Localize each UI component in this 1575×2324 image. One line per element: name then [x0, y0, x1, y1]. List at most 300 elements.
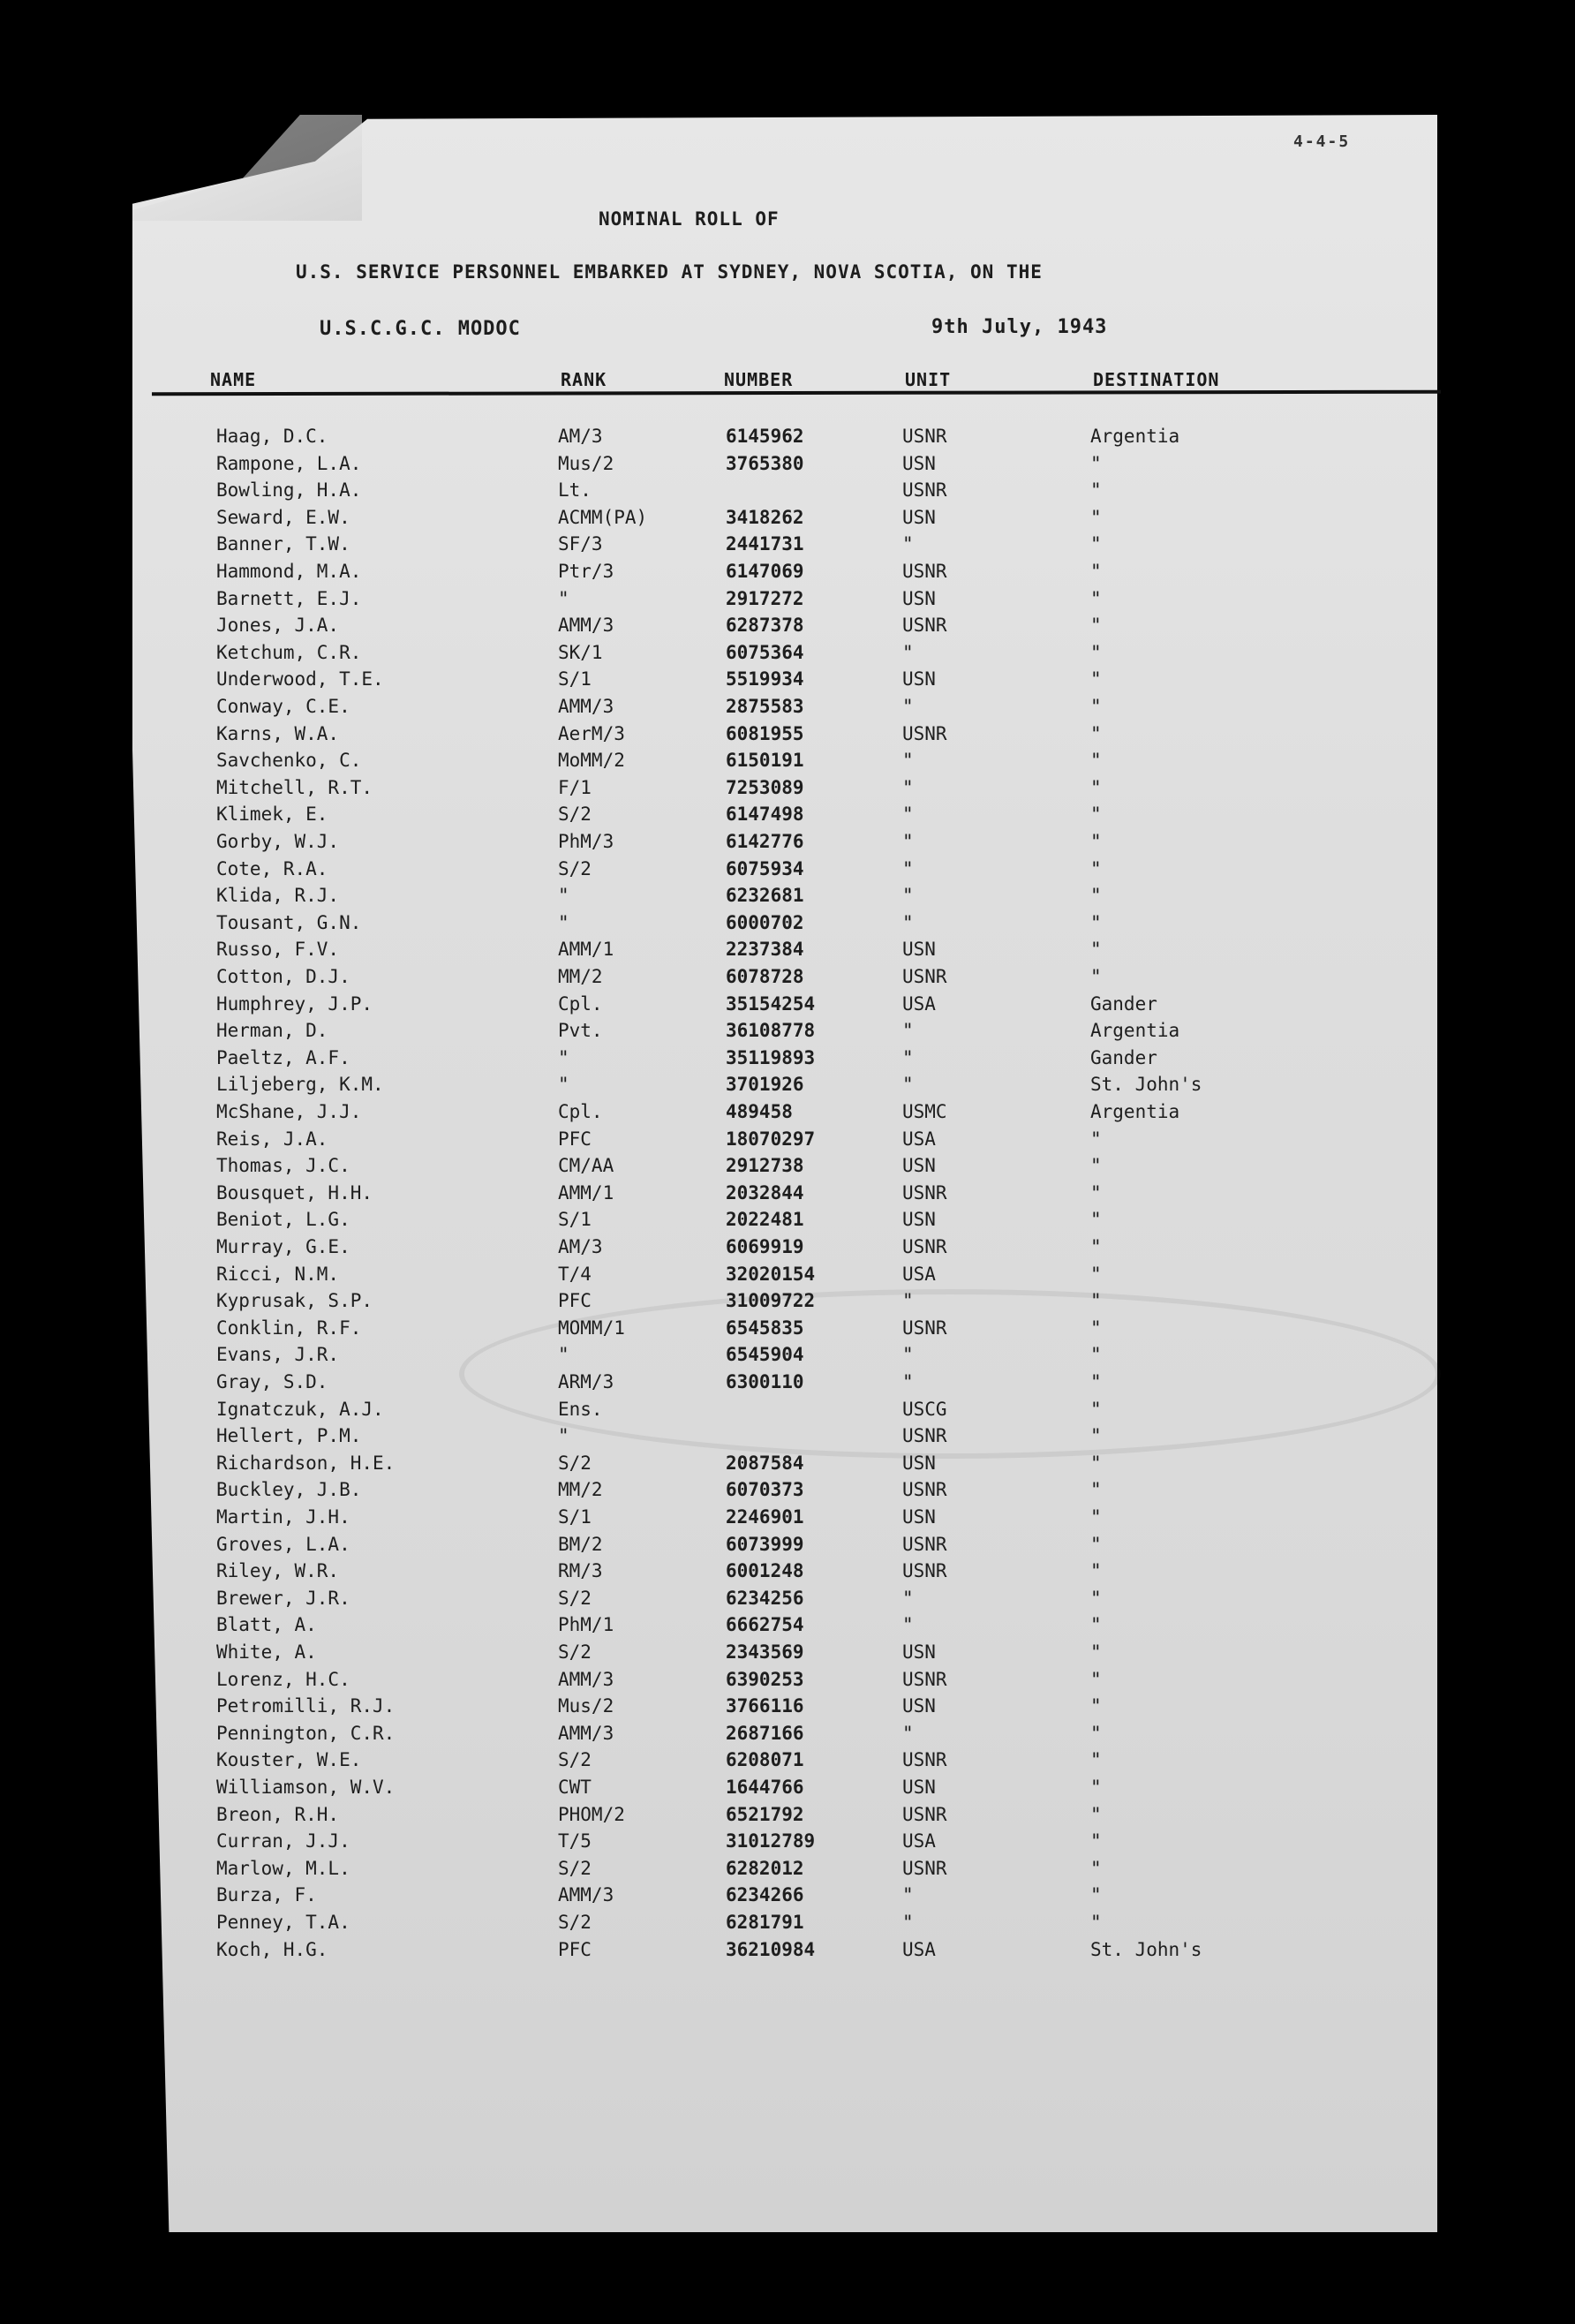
cell-name: Murray, G.E.	[216, 1236, 350, 1257]
cell-name: Breon, R.H.	[216, 1803, 340, 1825]
cell-name: Russo, F.V.	[216, 939, 340, 961]
cell-rank: ARM/3	[558, 1371, 614, 1392]
cell-rank: CWT	[558, 1777, 592, 1798]
cell-destination: "	[1090, 1641, 1102, 1663]
cell-name: Seward, E.W.	[216, 506, 350, 528]
cell-unit: USNR	[902, 1749, 947, 1771]
cell-rank: S/2	[558, 804, 592, 826]
cell-unit: USNR	[902, 426, 947, 447]
cell-rank: PFC	[558, 1938, 592, 1960]
cell-rank: "	[558, 1344, 569, 1366]
cell-unit: USNR	[902, 1317, 947, 1339]
cell-unit: "	[902, 1046, 914, 1068]
table-row	[0, 1047, 1575, 1074]
cell-name: Humphrey, J.P.	[216, 992, 373, 1015]
table-row	[0, 1452, 1575, 1479]
cell-name: Banner, T.W.	[216, 533, 350, 555]
column-header-destination: DESTINATION	[1093, 369, 1220, 390]
cell-destination: St. John's	[1090, 1074, 1202, 1096]
document-subtitle: U.S. SERVICE PERSONNEL EMBARKED AT SYDNEY, NOVA SCOTIA, ON THE	[296, 261, 1043, 283]
table-row	[0, 885, 1575, 911]
cell-name: Thomas, J.C.	[216, 1155, 350, 1177]
cell-number: 2917272	[726, 587, 804, 609]
cell-rank: CM/AA	[558, 1155, 614, 1177]
cell-number: 6281791	[726, 1912, 804, 1933]
cell-destination: "	[1090, 1695, 1102, 1717]
cell-number: 6081955	[726, 722, 804, 744]
cell-name: Paeltz, A.F.	[216, 1046, 350, 1068]
table-row	[0, 1830, 1575, 1857]
cell-rank: Lt.	[558, 479, 592, 502]
table-row	[0, 588, 1575, 615]
cell-destination: "	[1090, 668, 1102, 690]
cell-number: 3701926	[726, 1074, 804, 1096]
cell-name: Pennington, C.R.	[216, 1722, 396, 1744]
cell-unit: USCG	[902, 1398, 947, 1420]
table-row	[0, 1560, 1575, 1587]
cell-rank: T/4	[558, 1263, 592, 1285]
cell-name: Conway, C.E.	[216, 696, 350, 717]
table-row	[0, 1858, 1575, 1884]
cell-name: Cotton, D.J.	[216, 966, 350, 987]
cell-name: Richardson, H.E.	[216, 1452, 396, 1474]
cell-destination: "	[1090, 1317, 1102, 1339]
cell-rank: MoMM/2	[558, 750, 625, 772]
cell-number: 6147498	[726, 804, 804, 826]
cell-name: Penney, T.A.	[216, 1912, 350, 1933]
cell-number: 35154254	[726, 992, 816, 1015]
cell-unit: USA	[902, 1938, 936, 1960]
cell-destination: "	[1090, 1425, 1102, 1447]
cell-number: 6300110	[726, 1371, 804, 1392]
cell-rank: T/5	[558, 1830, 592, 1852]
cell-rank: AMM/3	[558, 1884, 614, 1906]
cell-unit: USN	[902, 1506, 936, 1528]
cell-rank: S/1	[558, 668, 592, 690]
cell-number: 7253089	[726, 776, 804, 798]
table-row	[0, 1884, 1575, 1911]
cell-destination: "	[1090, 1479, 1102, 1501]
cell-rank: SF/3	[558, 533, 603, 555]
cell-unit: USNR	[902, 1803, 947, 1825]
table-row	[0, 1777, 1575, 1803]
cell-unit: USN	[902, 1695, 936, 1717]
cell-name: Beniot, L.G.	[216, 1209, 350, 1231]
cell-rank: Cpl.	[558, 1101, 603, 1122]
cell-name: Petromilli, R.J.	[216, 1695, 396, 1717]
cell-number: 6390253	[726, 1668, 804, 1690]
table-row	[0, 1182, 1575, 1209]
cell-name: Jones, J.A.	[216, 615, 340, 637]
cell-unit: "	[902, 911, 914, 933]
cell-destination: Argentia	[1090, 1101, 1180, 1122]
table-row	[0, 642, 1575, 668]
cell-rank: AMM/3	[558, 696, 614, 717]
cell-destination: "	[1090, 1587, 1102, 1609]
cell-name: Bousquet, H.H.	[216, 1181, 373, 1204]
cell-number: 18070297	[726, 1128, 816, 1150]
cell-name: Conklin, R.F.	[216, 1317, 362, 1339]
cell-destination: "	[1090, 533, 1102, 555]
cell-number: 2343569	[726, 1641, 804, 1663]
table-row	[0, 668, 1575, 695]
cell-destination: "	[1090, 1371, 1102, 1392]
table-row	[0, 912, 1575, 939]
table-row	[0, 939, 1575, 965]
cell-rank: AMM/1	[558, 939, 614, 961]
cell-destination: "	[1090, 1722, 1102, 1744]
cell-rank: S/2	[558, 1857, 592, 1879]
table-row	[0, 1695, 1575, 1722]
cell-rank: AMM/1	[558, 1181, 614, 1204]
cell-unit: "	[902, 1290, 914, 1312]
table-row	[0, 1264, 1575, 1290]
cell-destination: "	[1090, 1236, 1102, 1257]
table-row	[0, 1209, 1575, 1235]
cell-unit: "	[902, 1344, 914, 1366]
column-header-unit: UNIT	[905, 369, 952, 390]
table-row	[0, 858, 1575, 885]
cell-rank: MM/2	[558, 966, 603, 987]
table-row	[0, 1939, 1575, 1966]
cell-number: 6150191	[726, 750, 804, 772]
cell-name: Barnett, E.J.	[216, 587, 362, 609]
cell-unit: USNR	[902, 1560, 947, 1582]
table-row	[0, 804, 1575, 830]
cell-number: 1644766	[726, 1777, 804, 1798]
document-title: NOMINAL ROLL OF	[599, 208, 780, 230]
table-row	[0, 1020, 1575, 1046]
column-header-rank: RANK	[561, 369, 607, 390]
table-row	[0, 1344, 1575, 1370]
cell-rank: SK/1	[558, 641, 603, 663]
cell-destination: "	[1090, 857, 1102, 879]
cell-number: 3765380	[726, 452, 804, 474]
cell-rank: AMM/3	[558, 615, 614, 637]
cell-rank: "	[558, 1046, 569, 1068]
table-row	[0, 1641, 1575, 1668]
cell-number: 31009722	[726, 1290, 816, 1312]
cell-rank: S/2	[558, 857, 592, 879]
cell-number: 3766116	[726, 1695, 804, 1717]
cell-rank: Cpl.	[558, 992, 603, 1015]
cell-name: Klimek, E.	[216, 804, 328, 826]
cell-unit: USNR	[902, 479, 947, 502]
cell-destination: "	[1090, 1344, 1102, 1366]
cell-unit: "	[902, 1074, 914, 1096]
cell-destination: Gander	[1090, 992, 1157, 1015]
document-date: 9th July, 1943	[931, 316, 1108, 338]
table-row	[0, 1425, 1575, 1452]
cell-name: Marlow, M.L.	[216, 1857, 350, 1879]
table-row	[0, 1236, 1575, 1263]
cell-unit: USN	[902, 939, 936, 961]
cell-number: 6232681	[726, 885, 804, 907]
cell-unit: "	[902, 804, 914, 826]
cell-destination: "	[1090, 939, 1102, 961]
cell-rank: Ptr/3	[558, 561, 614, 582]
cell-unit: USN	[902, 1452, 936, 1474]
corner-mark: 4-4-5	[1293, 132, 1351, 151]
cell-rank: PFC	[558, 1128, 592, 1150]
cell-number: 6208071	[726, 1749, 804, 1771]
cell-destination: "	[1090, 1290, 1102, 1312]
cell-number: 2246901	[726, 1506, 804, 1528]
cell-number: 32020154	[726, 1263, 816, 1285]
cell-destination: "	[1090, 1884, 1102, 1906]
cell-unit: USN	[902, 1209, 936, 1231]
cell-unit: USNR	[902, 561, 947, 582]
cell-name: Blatt, A.	[216, 1614, 317, 1636]
cell-name: Klida, R.J.	[216, 885, 340, 907]
cell-rank: PHOM/2	[558, 1803, 625, 1825]
cell-unit: USA	[902, 992, 936, 1015]
cell-destination: "	[1090, 750, 1102, 772]
cell-rank: Mus/2	[558, 1695, 614, 1717]
table-row	[0, 1317, 1575, 1344]
table-row	[0, 1534, 1575, 1560]
cell-name: Williamson, W.V.	[216, 1777, 396, 1798]
cell-rank: RM/3	[558, 1560, 603, 1582]
table-row	[0, 479, 1575, 506]
cell-destination: Gander	[1090, 1046, 1157, 1068]
table-row	[0, 723, 1575, 750]
cell-unit: USNR	[902, 722, 947, 744]
table-row	[0, 831, 1575, 857]
cell-unit: USN	[902, 452, 936, 474]
table-row	[0, 966, 1575, 992]
cell-name: McShane, J.J.	[216, 1101, 362, 1122]
cell-unit: USN	[902, 1641, 936, 1663]
cell-name: Ricci, N.M.	[216, 1263, 340, 1285]
cell-unit: USA	[902, 1263, 936, 1285]
table-row	[0, 1074, 1575, 1100]
cell-unit: "	[902, 533, 914, 555]
cell-name: Liljeberg, K.M.	[216, 1074, 384, 1096]
cell-number: 6147069	[726, 561, 804, 582]
cell-number: 6234266	[726, 1884, 804, 1906]
cell-unit: "	[902, 696, 914, 717]
table-row	[0, 1723, 1575, 1749]
cell-destination: "	[1090, 1614, 1102, 1636]
cell-number: 6545835	[726, 1317, 804, 1339]
cell-destination: "	[1090, 1912, 1102, 1933]
cell-rank: S/2	[558, 1749, 592, 1771]
cell-destination: "	[1090, 1128, 1102, 1150]
cell-name: Savchenko, C.	[216, 750, 362, 772]
cell-number: 2032844	[726, 1181, 804, 1204]
cell-rank: AerM/3	[558, 722, 625, 744]
cell-unit: USNR	[902, 1479, 947, 1501]
cell-name: Gorby, W.J.	[216, 831, 340, 852]
cell-name: Reis, J.A.	[216, 1128, 328, 1150]
cell-destination: "	[1090, 479, 1102, 502]
cell-number: 6234256	[726, 1587, 804, 1609]
cell-destination: "	[1090, 587, 1102, 609]
cell-number: 6078728	[726, 966, 804, 987]
cell-destination: "	[1090, 1155, 1102, 1177]
cell-name: Burza, F.	[216, 1884, 317, 1906]
cell-number: 2022481	[726, 1209, 804, 1231]
cell-number: 35119893	[726, 1046, 816, 1068]
cell-unit: USN	[902, 668, 936, 690]
cell-rank: PFC	[558, 1290, 592, 1312]
cell-rank: "	[558, 911, 569, 933]
column-header-number: NUMBER	[724, 369, 794, 390]
cell-number: 6287378	[726, 615, 804, 637]
cell-unit: "	[902, 857, 914, 879]
table-row	[0, 1669, 1575, 1695]
cell-rank: S/2	[558, 1452, 592, 1474]
cell-name: Rampone, L.A.	[216, 452, 362, 474]
cell-unit: "	[902, 1020, 914, 1042]
table-row	[0, 1479, 1575, 1505]
cell-rank: S/2	[558, 1912, 592, 1933]
table-row	[0, 1749, 1575, 1776]
cell-unit: USNR	[902, 615, 947, 637]
cell-destination: St. John's	[1090, 1938, 1202, 1960]
cell-unit: USNR	[902, 1668, 947, 1690]
cell-rank: S/2	[558, 1641, 592, 1663]
cell-destination: "	[1090, 1560, 1102, 1582]
cell-unit: USNR	[902, 1236, 947, 1257]
cell-number: 6142776	[726, 831, 804, 852]
table-row	[0, 1155, 1575, 1181]
cell-name: Kouster, W.E.	[216, 1749, 362, 1771]
cell-name: Hammond, M.A.	[216, 561, 362, 582]
vessel-name: U.S.C.G.C. MODOC	[320, 318, 521, 340]
table-row	[0, 1128, 1575, 1155]
cell-name: Herman, D.	[216, 1020, 328, 1042]
cell-rank: AM/3	[558, 1236, 603, 1257]
cell-name: Mitchell, R.T.	[216, 776, 373, 798]
cell-unit: "	[902, 1912, 914, 1933]
cell-name: Riley, W.R.	[216, 1560, 340, 1582]
cell-destination: "	[1090, 1533, 1102, 1555]
cell-rank: Mus/2	[558, 452, 614, 474]
cell-unit: USNR	[902, 966, 947, 987]
cell-destination: "	[1090, 1777, 1102, 1798]
cell-unit: USA	[902, 1830, 936, 1852]
table-row	[0, 1371, 1575, 1398]
cell-number: 2237384	[726, 939, 804, 961]
cell-destination: "	[1090, 831, 1102, 852]
cell-number: 6073999	[726, 1533, 804, 1555]
table-row	[0, 1614, 1575, 1641]
table-row	[0, 426, 1575, 452]
cell-unit: USN	[902, 506, 936, 528]
cell-rank: "	[558, 1074, 569, 1096]
cell-name: Brewer, J.R.	[216, 1587, 350, 1609]
cell-number: 6075934	[726, 857, 804, 879]
cell-unit: USN	[902, 1155, 936, 1177]
cell-destination: "	[1090, 1749, 1102, 1771]
cell-number: 6521792	[726, 1803, 804, 1825]
cell-destination: "	[1090, 1398, 1102, 1420]
cell-number: 31012789	[726, 1830, 816, 1852]
cell-unit: "	[902, 1614, 914, 1636]
cell-rank: ACMM(PA)	[558, 506, 648, 528]
cell-destination: "	[1090, 1506, 1102, 1528]
cell-name: Ketchum, C.R.	[216, 641, 362, 663]
cell-number: 36108778	[726, 1020, 816, 1042]
cell-unit: USNR	[902, 1425, 947, 1447]
cell-name: Underwood, T.E.	[216, 668, 384, 690]
cell-destination: "	[1090, 885, 1102, 907]
cell-rank: MOMM/1	[558, 1317, 625, 1339]
cell-destination: "	[1090, 1452, 1102, 1474]
cell-number: 489458	[726, 1101, 793, 1122]
cell-destination: "	[1090, 1209, 1102, 1231]
cell-name: Buckley, J.B.	[216, 1479, 362, 1501]
cell-name: Evans, J.R.	[216, 1344, 340, 1366]
cell-number: 6075364	[726, 641, 804, 663]
cell-rank: S/1	[558, 1209, 592, 1231]
cell-destination: "	[1090, 615, 1102, 637]
cell-number: 3418262	[726, 506, 804, 528]
cell-rank: S/1	[558, 1506, 592, 1528]
cell-destination: "	[1090, 911, 1102, 933]
cell-destination: "	[1090, 1668, 1102, 1690]
cell-number: 6282012	[726, 1857, 804, 1879]
cell-rank: "	[558, 885, 569, 907]
cell-number: 6662754	[726, 1614, 804, 1636]
cell-rank: Ens.	[558, 1398, 603, 1420]
table-row	[0, 615, 1575, 641]
cell-rank: F/1	[558, 776, 592, 798]
cell-name: Lorenz, H.C.	[216, 1668, 350, 1690]
cell-unit: USN	[902, 1777, 936, 1798]
cell-number: 36210984	[726, 1938, 816, 1960]
cell-number: 2687166	[726, 1722, 804, 1744]
cell-destination: "	[1090, 804, 1102, 826]
cell-unit: USN	[902, 587, 936, 609]
cell-destination: "	[1090, 1181, 1102, 1204]
table-row	[0, 1588, 1575, 1614]
cell-number: 6001248	[726, 1560, 804, 1582]
cell-rank: BM/2	[558, 1533, 603, 1555]
cell-destination: "	[1090, 966, 1102, 987]
table-row	[0, 1290, 1575, 1317]
cell-destination: "	[1090, 506, 1102, 528]
cell-unit: USA	[902, 1128, 936, 1150]
cell-rank: MM/2	[558, 1479, 603, 1501]
cell-unit: "	[902, 831, 914, 852]
cell-number: 2912738	[726, 1155, 804, 1177]
cell-number: 6145962	[726, 426, 804, 447]
cell-name: Tousant, G.N.	[216, 911, 362, 933]
cell-name: Groves, L.A.	[216, 1533, 350, 1555]
cell-unit: "	[902, 776, 914, 798]
table-row	[0, 507, 1575, 533]
table-row	[0, 561, 1575, 587]
cell-number: 6069919	[726, 1236, 804, 1257]
cell-unit: "	[902, 641, 914, 663]
cell-number: 2441731	[726, 533, 804, 555]
cell-unit: USNR	[902, 1533, 947, 1555]
cell-name: Ignatczuk, A.J.	[216, 1398, 384, 1420]
table-row	[0, 1912, 1575, 1938]
cell-rank: "	[558, 587, 569, 609]
table-row	[0, 1506, 1575, 1533]
cell-name: Karns, W.A.	[216, 722, 340, 744]
cell-destination: "	[1090, 452, 1102, 474]
table-row	[0, 993, 1575, 1020]
cell-destination: "	[1090, 1263, 1102, 1285]
cell-unit: "	[902, 1371, 914, 1392]
cell-name: Haag, D.C.	[216, 426, 328, 447]
table-row	[0, 696, 1575, 722]
